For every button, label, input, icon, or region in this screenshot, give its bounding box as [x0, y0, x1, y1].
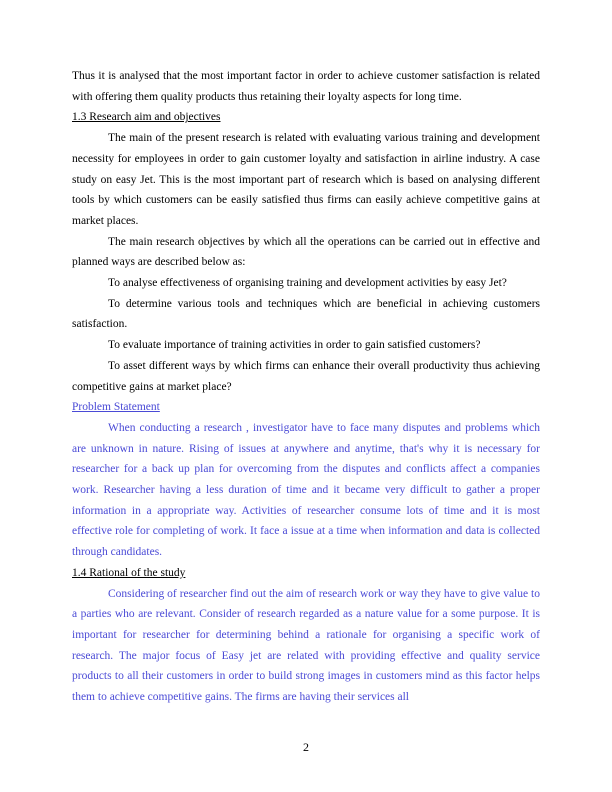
objective-item: To determine various tools and techniques which are beneficial in achieving customers satisfaction.: [72, 297, 540, 331]
section-heading-research-aim: 1.3 Research aim and objectives: [72, 111, 221, 124]
research-objectives-intro: The main research objectives by which all the operations can be carried out in effective and planned ways are described below as:: [72, 235, 540, 269]
problem-statement-paragraph: When conducting a research , investigator have to face many disputes and problems which are unknown in nature. Rising of issues at anywhere and anytime, that's why it is necessary for researcher for a back up plan for overcoming from the disputes and conflicts affect a companies work. Researcher having a less duration of time and it became very difficult to gather a proper information in a appropriate way. Activities of researcher consume lots of time and it is most effective role for completing of work. It face a issue at a time when information and data is collected through candidates.: [72, 421, 540, 559]
research-aim-paragraph: The main of the present research is related with evaluating various training and development necessity for employees in order to gain customer loyalty and satisfaction in airline industry. A case study on easy Jet. This is the most important part of research which is based on analysing different tools by which customers can be easily satisfied thus firms can easily achieve competitive gains at market places.: [72, 132, 540, 227]
objective-item: To asset different ways by which firms can enhance their overall productivity thus achieving competitive gains at market place?: [72, 359, 540, 393]
section-heading-rational: 1.4 Rational of the study: [72, 566, 186, 579]
document-page: [72, 66, 540, 708]
intro-paragraph: Thus it is analysed that the most important factor in order to achieve customer satisfaction is related with offering them quality products thus retaining their loyalty aspects for long time.: [72, 70, 540, 103]
rational-paragraph: Considering of researcher find out the aim of research work or way they have to give value to a parties who are relevant. Consider of research regarded as a nature value for a some purpose. It is important for researcher for determining behind a rationale for organising a specific work of research. The major focus of Easy jet are related with providing effective and quality service products to all their customers in order to build strong images in customers mind as this factor helps them to achieve competitive gains. The firms are having their services all: [72, 587, 540, 704]
page-number: 2: [303, 740, 309, 754]
objective-item: To evaluate importance of training activities in order to gain satisfied customers?: [108, 339, 481, 352]
section-heading-problem-statement: Problem Statement: [72, 401, 160, 414]
objective-item: To analyse effectiveness of organising training and development activities by easy Jet?: [108, 277, 507, 290]
